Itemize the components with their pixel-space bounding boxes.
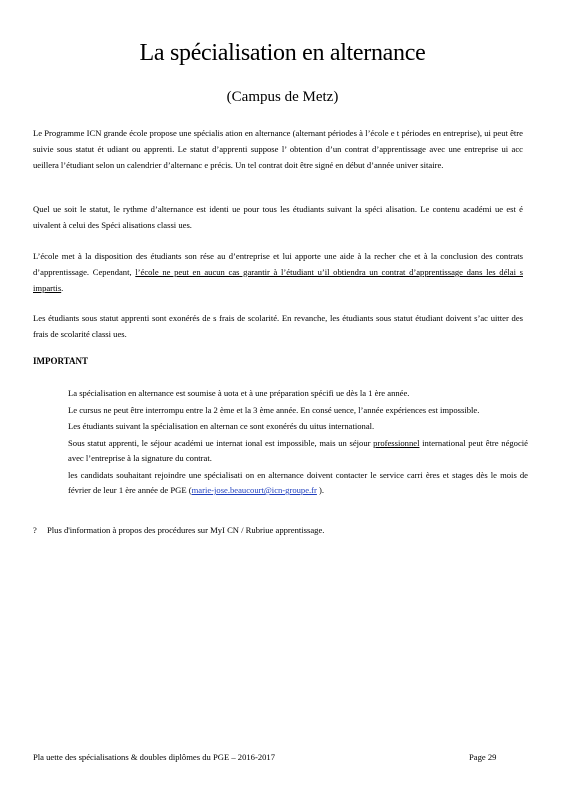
paragraph-rhythm-text: Quel ue soit le statut, le rythme d’alternance est identi ue pour tous les étudiants suivant la spéci alisation. Le contenu académi ue est é uivalent à celui des Spéci alisations classi ues. [33, 204, 523, 230]
list-item-text-lead: les candidats souhaitant rejoindre une spécialisati on en alternance doivent contacter le service carri ères et stages dès le mois de février de leur 1 ère année de PGE ( [68, 469, 528, 495]
more-info-line [33, 523, 324, 538]
page-title: La spécialisation en alternance [139, 40, 426, 66]
list-item-text-lead: Sous statut apprenti, le séjour académi ue internat ional est impossible, mais un séjour [68, 437, 374, 448]
list-item-underlined: professionnel [373, 437, 420, 448]
list-item [48, 403, 528, 419]
list-item-text: La spécialisation en alternance est soumise à uota et à une préparation spécifi ue dès la 1 ère année. [68, 388, 410, 398]
list-item-text: Le cursus ne peut être interrompu entre la 2 ème et la 3 ème année. En consé uence, l’année expériences est impossible. [68, 404, 480, 415]
paragraph-network-warning: l’école ne peut en aucun cas garantir à l’étudiant u’il obtiendra un contrat d’apprentissage dans les délai s impartis [33, 266, 523, 293]
important-heading: IMPORTANT [33, 356, 89, 366]
paragraph-rhythm [33, 202, 523, 234]
paragraph-network [33, 249, 523, 297]
email-link[interactable]: marie-jose.beaucourt@icn-groupe.fr [191, 485, 317, 495]
paragraph-network-text [33, 249, 523, 297]
list-item [48, 419, 528, 435]
page-subtitle: (Campus de Metz) [226, 89, 339, 105]
list-item-text: Les étudiants suivant la spécialisation en alternan ce sont exonérés du uitus international. [68, 421, 375, 431]
list-item-text-end: ). [316, 485, 325, 495]
paragraph-intro-text: Le Programme ICN grande école propose une spécialis ation en alternance (alternant périodes à l’école e t périodes en entreprise), ui peut être suivie sous statut ét udiant ou apprenti. Le statut d’apprenti suppose l’ obtention d’un contrat d’apprentissage avec une entreprise ui acc ueillera l’étudiant selon un calendrier d’alternanc e précis. Un tel contrat doit être signé en début d’année univer sitaire. [33, 128, 523, 170]
list-item [48, 386, 528, 402]
paragraph-network-end: . [61, 282, 64, 293]
paragraph-fees [33, 311, 523, 343]
list-item [48, 436, 528, 467]
footer-title: Pla uette des spécialisations & doubles diplômes du PGE – 2016-2017 [33, 752, 276, 762]
paragraph-intro [33, 126, 523, 174]
list-item [48, 468, 528, 499]
paragraph-fees-text: Les étudiants sous statut apprenti sont exonérés de s frais de scolarité. En revanche, les étudiants sous statut étudiant doivent s’ac uitter des frais de scolarité classi ues. [33, 313, 523, 339]
more-info-text: Plus d'information à propos des procédures sur MyI CN / Rubriue apprentissage. [46, 525, 325, 535]
list-item-text-end: international peut être négocié avec l’entreprise à la signature du contrat. [68, 437, 528, 463]
more-info-marker: ? [33, 525, 37, 535]
paragraph-network-lead: L’école met à la disposition des étudiants son rése au d’entreprise et lui apporte une aide à la recher che et à la conclusion des contrats d’apprentissage. Cependant, [33, 251, 523, 277]
important-list [48, 386, 528, 500]
page-number: Page 29 [469, 752, 497, 762]
